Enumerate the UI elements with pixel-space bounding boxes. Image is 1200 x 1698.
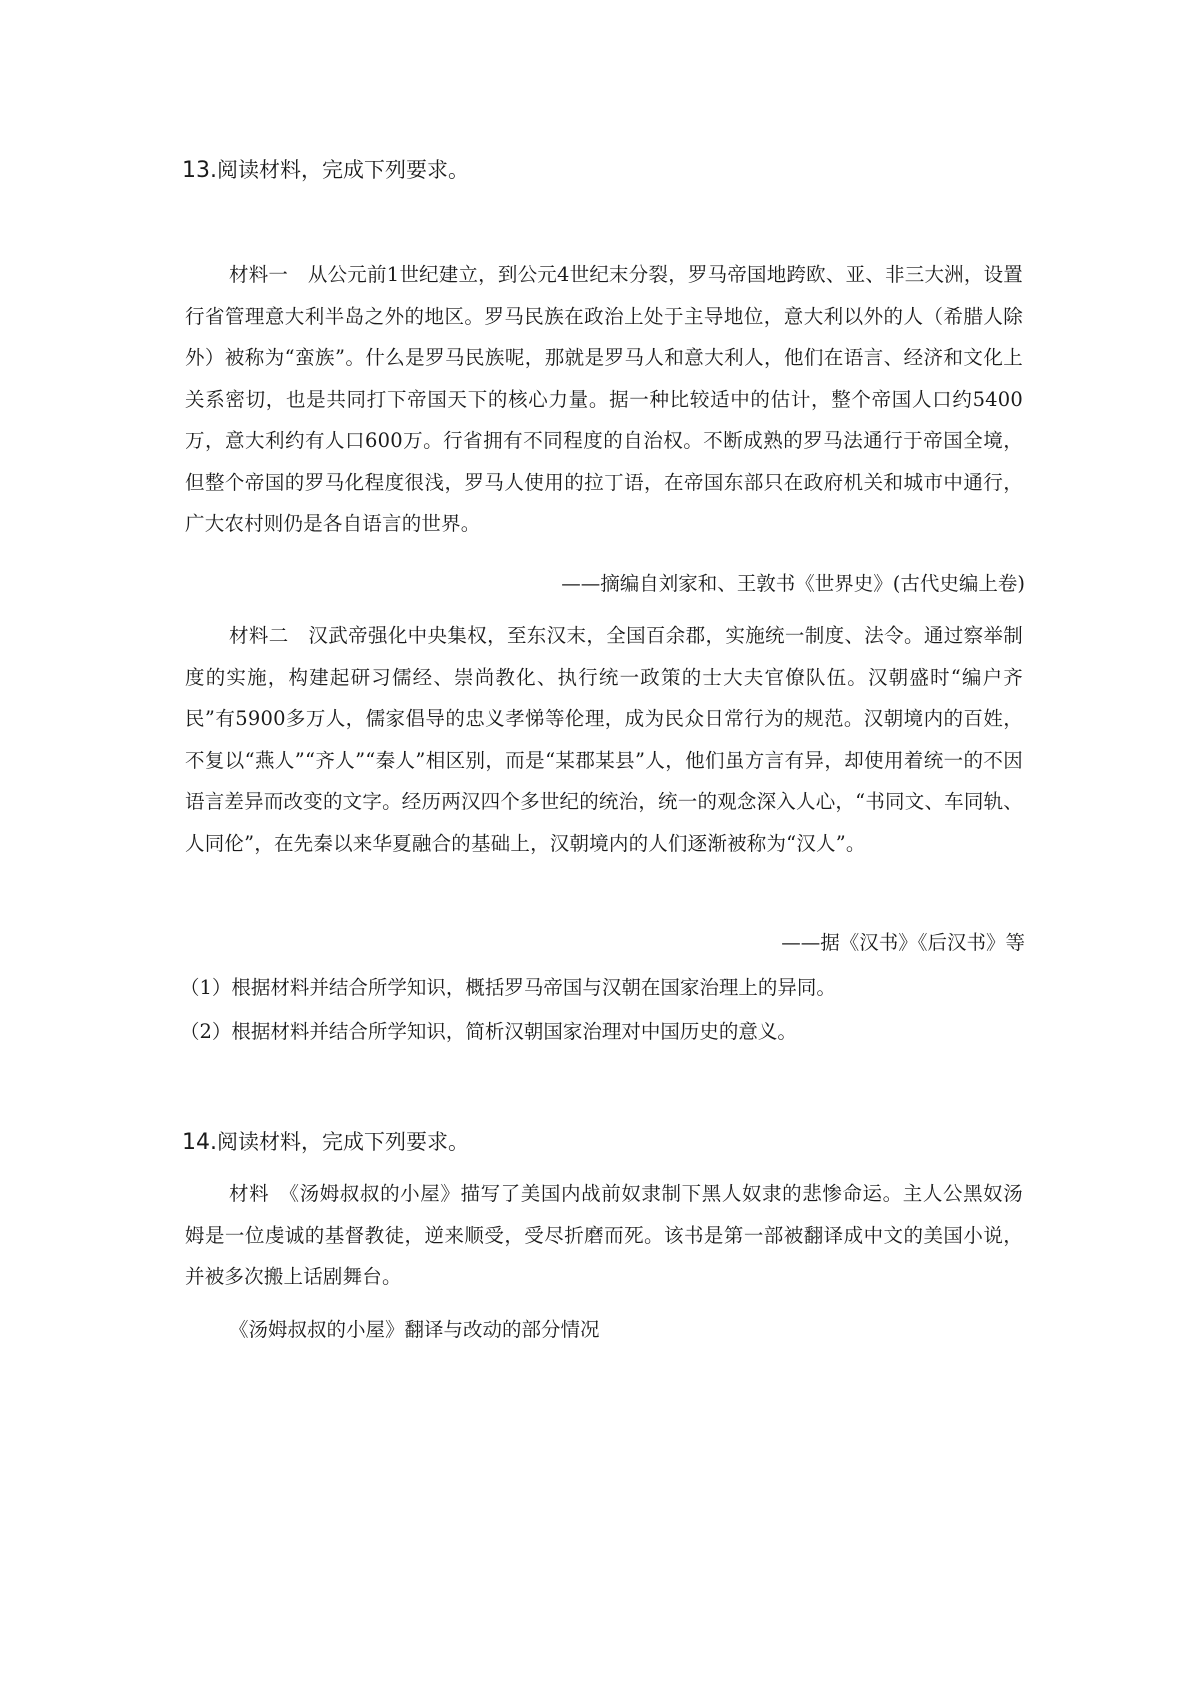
question-14-material: 材料 《汤姆叔叔的小屋》描写了美国内战前奴隶制下黑人奴隶的悲惨命运。主人公黑奴汤姆是一位虔诚的基督教徒，逆来顺受，受尽折磨而死。该书是第一部被翻译成中文的美国小说，并被多次搬上话剧舞台。 — [185, 1182, 1023, 1288]
question-13-number: 13. — [182, 158, 217, 183]
question-13-source-2: ——据《汉书》《后汉书》等 — [781, 931, 1025, 954]
question-13-subquestion-2: （2）根据材料并结合所学知识，简析汉朝国家治理对中国历史的意义。 — [180, 1020, 797, 1043]
question-13-subquestion-1: （1）根据材料并结合所学知识，概括罗马帝国与汉朝在国家治理上的异同。 — [180, 976, 836, 999]
question-14-number: 14. — [182, 1130, 217, 1155]
question-13-material-2: 材料二 汉武帝强化中央集权，至东汉末，全国百余郡，实施统一制度、法令。通过察举制度的实施，构建起研习儒经、崇尚教化、执行统一政策的士大夫官僚队伍。汉朝盛时“编户齐民”有5900多万人，儒家倡导的忠义孝悌等伦理，成为民众日常行为的规范。汉朝境内的百姓，不复以“燕人”“齐人”“秦人”相区别，而是“某郡某县”人，他们虽方言有异，却使用着统一的不因语言差异而改变的文字。经历两汉四个多世纪的统治，统一的观念深入人心，“书同文、车同轨、人同伦”，在先秦以来华夏融合的基础上，汉朝境内的人们逐渐被称为“汉人”。 — [185, 624, 1023, 855]
question-13-title — [182, 155, 469, 186]
question-13-source-1: ——摘编自刘家和、王敦书《世界史》(古代史编上卷) — [561, 572, 1025, 595]
question-14-prompt: 阅读材料，完成下列要求。 — [217, 1130, 469, 1154]
question-13-prompt: 阅读材料，完成下列要求。 — [217, 158, 469, 182]
question-14-table-caption: 《汤姆叔叔的小屋》翻译与改动的部分情况 — [229, 1318, 600, 1341]
question-14-title — [182, 1127, 469, 1158]
question-13-material-1: 材料一 从公元前1世纪建立，到公元4世纪末分裂，罗马帝国地跨欧、亚、非三大洲，设置行省管理意大利半岛之外的地区。罗马民族在政治上处于主导地位，意大利以外的人（希腊人除外）被称为“蛮族”。什么是罗马民族呢，那就是罗马人和意大利人，他们在语言、经济和文化上关系密切，也是共同打下帝国天下的核心力量。据一种比较适中的估计，整个帝国人口约5400万，意大利约有人口600万。行省拥有不同程度的自治权。不断成熟的罗马法通行于帝国全境，但整个帝国的罗马化程度很浅，罗马人使用的拉丁语，在帝国东部只在政府机关和城市中通行，广大农村则仍是各自语言的世界。 — [185, 263, 1023, 535]
